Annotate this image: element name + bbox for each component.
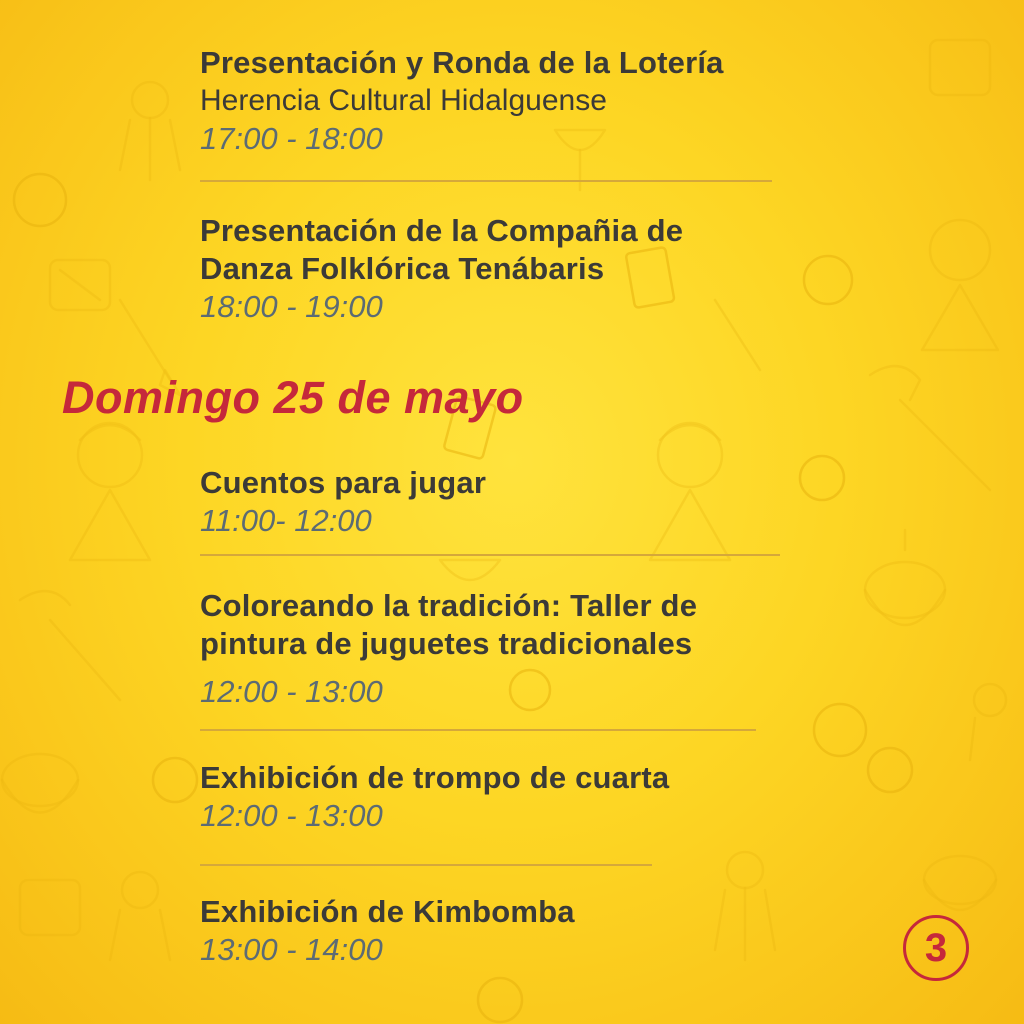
event-title: Exhibición de Kimbomba: [200, 894, 575, 929]
ball-icon: [153, 758, 197, 802]
page-number-badge: [903, 915, 969, 981]
event-item: [200, 212, 820, 326]
ball-icon: [478, 978, 522, 1022]
spinning-top-icon: [2, 754, 78, 813]
event-time: 17:00 - 18:00: [200, 121, 383, 156]
event-title: Cuentos para jugar: [200, 465, 487, 500]
divider: [200, 864, 652, 866]
wrestler-icon: [110, 872, 170, 960]
stick-horse-icon: [20, 591, 120, 700]
spinning-top-icon: [924, 856, 996, 910]
event-time: 11:00- 12:00: [200, 503, 372, 538]
event-subtitle: Herencia Cultural Hidalguense: [200, 84, 607, 117]
event-title: Presentación de la Compañia de: [200, 213, 684, 248]
drum-icon: [930, 40, 990, 95]
event-time: 12:00 - 13:00: [200, 674, 383, 709]
stick-horse-icon: [870, 366, 990, 490]
cup-and-ball-icon: [440, 560, 500, 580]
event-title: Exhibición de trompo de cuarta: [200, 760, 670, 795]
event-title: Coloreando la tradición: Taller de: [200, 588, 698, 623]
doll-icon: [70, 423, 150, 560]
day-heading: Domingo 25 de mayo: [62, 372, 524, 423]
event-title: pintura de juguetes tradicionales: [200, 626, 693, 661]
event-item: [200, 759, 820, 835]
ball-icon: [14, 174, 66, 226]
event-title: Danza Folklórica Tenábaris: [200, 251, 605, 286]
drum-icon: [20, 880, 80, 935]
yoyo-icon: [868, 748, 912, 792]
spinning-top-icon: [865, 530, 945, 625]
divider: [200, 180, 772, 182]
yoyo-icon: [814, 704, 866, 756]
event-item: [200, 44, 820, 158]
wrestler-icon: [120, 82, 180, 180]
event-title: Presentación y Ronda de la Lotería: [200, 45, 724, 80]
event-item: [200, 464, 820, 540]
doll-icon: [922, 220, 998, 350]
drum-icon: [50, 260, 110, 310]
wrestler-icon: [970, 684, 1006, 760]
event-time: 12:00 - 13:00: [200, 798, 383, 833]
event-time: 13:00 - 14:00: [200, 932, 383, 967]
divider: [200, 729, 756, 731]
event-item: [200, 587, 820, 711]
page-number: 3: [924, 925, 948, 970]
divider: [200, 554, 780, 556]
event-time: 18:00 - 19:00: [200, 289, 383, 324]
event-item: [200, 893, 820, 969]
